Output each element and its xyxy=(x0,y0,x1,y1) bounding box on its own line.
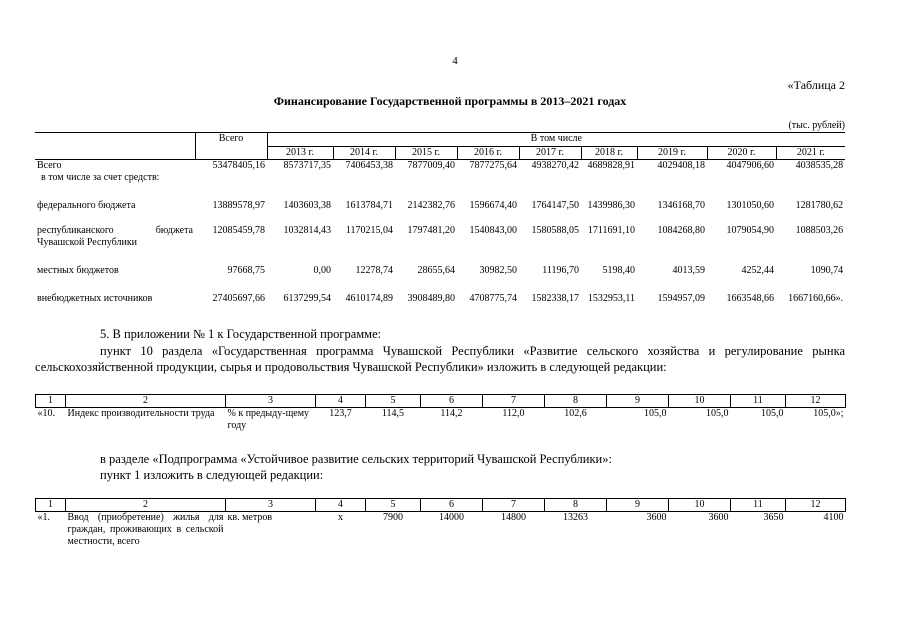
indicator-table-1-header xyxy=(36,395,846,408)
value-cell: 28655,64 xyxy=(417,265,455,276)
row-cell: 114,2 xyxy=(440,408,463,419)
column-number: 6 xyxy=(421,499,483,512)
value-cell: 1596674,40 xyxy=(469,200,517,211)
row-cell: 102,6 xyxy=(564,408,587,419)
row-label-text: Всего xyxy=(37,160,62,171)
table-row xyxy=(36,408,846,433)
column-number: 2 xyxy=(66,499,226,512)
year-header: 2014 г. xyxy=(333,147,395,160)
paragraph-appendix: 5. В приложении № 1 к Государственной программе: xyxy=(100,327,382,341)
paragraph-item-10: пункт 10 раздела «Государственная программа Чувашской Республики «Развитие сельского хозяйства и регулирование рынка сельскохозяйственной продукции, сырья и продовольствия Чувашской Республики» изложить в следующей редакции: xyxy=(35,344,845,374)
value-cell: 1532953,11 xyxy=(587,293,635,304)
row-cell: % к предыду-щему году xyxy=(227,408,310,431)
column-number: 10 xyxy=(669,499,731,512)
row-cell: «1. xyxy=(37,512,50,523)
row-cell: 112,0 xyxy=(502,408,525,419)
table-row xyxy=(36,512,846,549)
value-cell: 1346168,70 xyxy=(657,200,705,211)
column-number: 8 xyxy=(545,499,607,512)
value-cell: 1079054,90 xyxy=(726,225,774,236)
table-row xyxy=(35,225,845,265)
column-number: 1 xyxy=(36,499,66,512)
value-cell: 3908489,80 xyxy=(407,293,455,304)
row-cell: 14000 xyxy=(439,512,464,523)
row-sublabel: в том числе за счет средств: xyxy=(41,172,160,183)
value-cell: 1439986,30 xyxy=(587,200,635,211)
financing-table xyxy=(35,132,845,313)
document-title: Финансирование Государственной программы в 2013–2021 годах xyxy=(273,94,627,108)
year-header: 2018 г. xyxy=(581,147,637,160)
value-cell: 1667160,66». xyxy=(788,293,844,304)
row-cell: х xyxy=(338,512,343,523)
value-cell: 4013,59 xyxy=(672,265,705,276)
column-number: 5 xyxy=(366,499,421,512)
column-number: 12 xyxy=(786,499,846,512)
row-cell: 123,7 xyxy=(329,408,352,419)
value-cell: 97668,75 xyxy=(227,265,265,276)
row-cell: Ввод (приобретение) жилья для граждан, проживающих в сельской местности, всего xyxy=(67,512,224,547)
value-cell: 1711691,10 xyxy=(587,225,635,236)
value-cell: 8573717,35 xyxy=(267,160,333,201)
row-label xyxy=(35,293,195,313)
value-cell: 1281780,62 xyxy=(795,200,844,211)
table-row xyxy=(35,160,845,201)
row-label xyxy=(35,200,195,225)
value-cell: 11196,70 xyxy=(542,265,579,276)
value-cell: 4938270,42 xyxy=(519,160,581,201)
financing-table-body xyxy=(35,160,845,314)
value-cell: 1403603,38 xyxy=(283,200,331,211)
column-number: 1 xyxy=(36,395,66,408)
value-cell: 1540843,00 xyxy=(469,225,517,236)
indicator-table-2-header xyxy=(36,499,846,512)
value-cell: 1032814,43 xyxy=(283,225,331,236)
year-header: 2019 г. xyxy=(637,147,707,160)
column-number: 11 xyxy=(731,499,786,512)
row-cell: 105,0 xyxy=(644,408,667,419)
value-cell: 7406453,38 xyxy=(333,160,395,201)
page-number: 4 xyxy=(452,55,458,67)
value-cell: 1580588,05 xyxy=(531,225,579,236)
value-cell: 53478405,16 xyxy=(195,160,267,201)
units-label: (тыс. рублей) xyxy=(788,120,845,131)
value-cell: 7877275,64 xyxy=(457,160,519,201)
row-cell: 105,0»; xyxy=(813,408,844,419)
row-cell: 105,0 xyxy=(706,408,729,419)
value-cell: 27405697,66 xyxy=(212,293,265,304)
value-cell: 4708775,74 xyxy=(469,293,517,304)
row-cell: 105,0 xyxy=(761,408,784,419)
value-cell: 1764147,50 xyxy=(531,200,579,211)
value-cell: 1594957,09 xyxy=(657,293,705,304)
value-cell: 4252,44 xyxy=(741,265,774,276)
year-header: 2016 г. xyxy=(457,147,519,160)
table-row xyxy=(35,265,845,293)
value-cell: 1797481,20 xyxy=(407,225,455,236)
year-header: 2020 г. xyxy=(707,147,776,160)
value-cell: 1613784,71 xyxy=(345,200,393,211)
row-cell: 3600 xyxy=(646,512,667,523)
year-header: 2021 г. xyxy=(776,147,845,160)
indicator-table-1 xyxy=(35,394,846,432)
paragraph-subprogram: в разделе «Подпрограмма «Устойчивое развитие сельских территорий Чувашской Республики»: xyxy=(100,452,612,466)
year-header: 2013 г. xyxy=(267,147,333,160)
row-label xyxy=(35,160,195,201)
value-cell: 1084268,80 xyxy=(657,225,705,236)
row-cell: 13263 xyxy=(563,512,588,523)
column-number: 9 xyxy=(607,499,669,512)
row-label xyxy=(35,225,195,265)
group-header: В том числе xyxy=(267,133,845,147)
value-cell: 1170215,04 xyxy=(345,225,393,236)
value-cell: 4038535,28 xyxy=(776,160,845,201)
row-label xyxy=(35,265,195,293)
column-number: 4 xyxy=(316,395,366,408)
row-cell: 14800 xyxy=(501,512,526,523)
table-row xyxy=(35,293,845,313)
row-cell: «10. xyxy=(37,408,55,419)
row-label-text: федерального бюджета xyxy=(37,200,136,211)
row-cell: 4100 xyxy=(823,512,844,523)
value-cell: 12278,74 xyxy=(355,265,393,276)
column-number: 7 xyxy=(483,395,545,408)
label-header-cell xyxy=(35,133,195,160)
value-cell: 4610174,89 xyxy=(345,293,393,304)
column-number: 3 xyxy=(226,395,316,408)
column-number: 4 xyxy=(316,499,366,512)
value-cell: 1663548,66 xyxy=(726,293,774,304)
value-cell: 12085459,78 xyxy=(212,225,265,236)
column-number: 10 xyxy=(669,395,731,408)
column-number: 12 xyxy=(786,395,846,408)
value-cell: 30982,50 xyxy=(479,265,517,276)
row-label-text: республиканского бюджета Чувашской Республики xyxy=(37,225,193,248)
table-row xyxy=(35,200,845,225)
value-cell: 0,00 xyxy=(313,265,331,276)
year-header: 2015 г. xyxy=(395,147,457,160)
row-cell: 7900 xyxy=(383,512,403,523)
column-number: 5 xyxy=(366,395,421,408)
year-header: 2017 г. xyxy=(519,147,581,160)
row-label-text: местных бюджетов xyxy=(37,265,119,276)
indicator-table-2 xyxy=(35,498,846,548)
value-cell: 1090,74 xyxy=(810,265,844,276)
value-cell: 1582338,17 xyxy=(531,293,579,304)
table-reference: «Таблица 2 xyxy=(787,78,845,92)
value-cell: 4047906,60 xyxy=(707,160,776,201)
value-cell: 1301050,60 xyxy=(726,200,774,211)
column-number: 8 xyxy=(545,395,607,408)
row-label-text: внебюджетных источников xyxy=(37,293,153,304)
row-cell: 3650 xyxy=(763,512,784,523)
total-header: Всего xyxy=(195,133,267,160)
value-cell: 5198,40 xyxy=(602,265,635,276)
row-cell: Индекс производительности труда xyxy=(67,408,215,419)
value-cell: 4689828,91 xyxy=(581,160,637,201)
column-number: 9 xyxy=(607,395,669,408)
row-cell: 3600 xyxy=(708,512,729,523)
row-cell: 114,5 xyxy=(381,408,405,419)
column-number: 11 xyxy=(731,395,786,408)
value-cell: 4029408,18 xyxy=(637,160,707,201)
column-number: 6 xyxy=(421,395,483,408)
column-number: 7 xyxy=(483,499,545,512)
value-cell: 6137299,54 xyxy=(283,293,331,304)
paragraph-item-1: пункт 1 изложить в следующей редакции: xyxy=(100,468,324,482)
value-cell: 13889578,97 xyxy=(212,200,265,211)
column-number: 2 xyxy=(66,395,226,408)
value-cell: 7877009,40 xyxy=(395,160,457,201)
column-number: 3 xyxy=(226,499,316,512)
value-cell: 2142382,76 xyxy=(407,200,455,211)
value-cell: 1088503,26 xyxy=(795,225,844,236)
row-cell: кв. метров xyxy=(227,512,273,523)
